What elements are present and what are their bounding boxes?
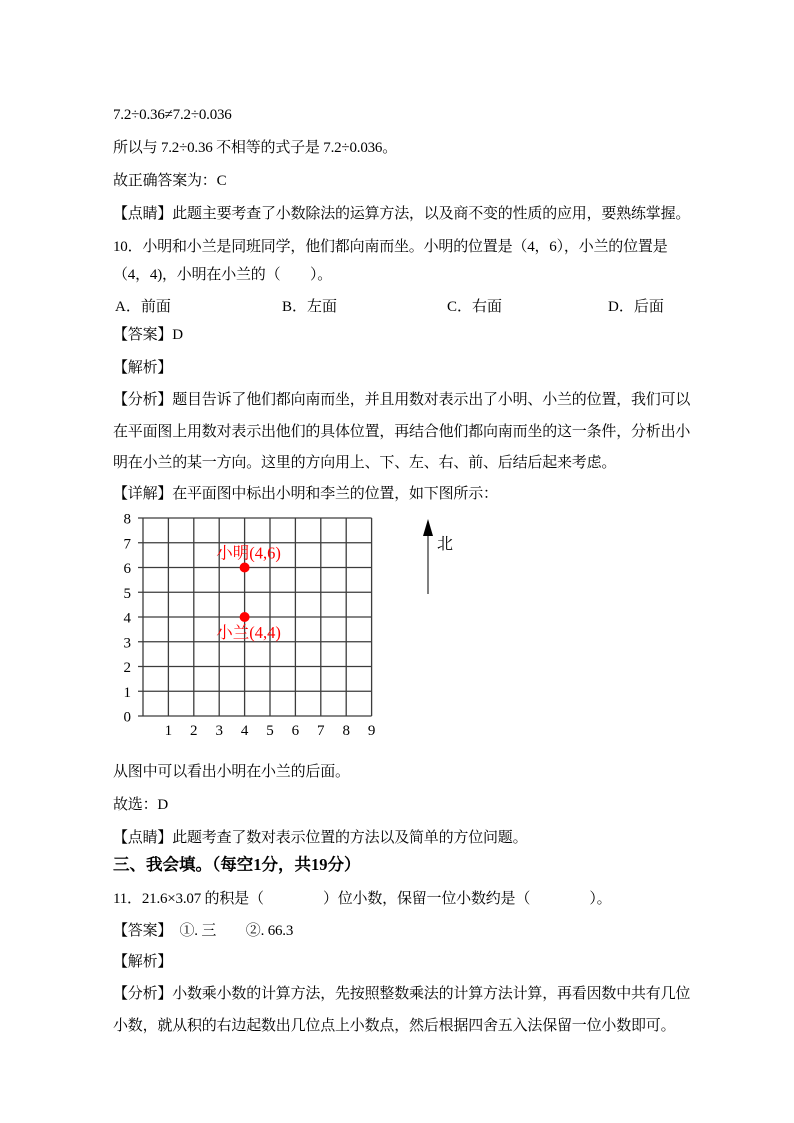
y-tick-label: 1 [123, 684, 131, 701]
q10-option-b: B．左面 [282, 299, 338, 315]
q10-option-d: D．后面 [608, 299, 664, 315]
x-tick-label: 6 [291, 723, 300, 739]
q10-analysis-line3: 明在小兰的某一方向。这里的方向用上、下、左、右、前、后结后起来考虑。 [113, 455, 617, 471]
point-label: 小兰(4,4) [216, 623, 281, 642]
formula-line: 7.2÷0.36≠7.2÷0.036 [113, 107, 232, 123]
y-tick-label: 3 [123, 635, 131, 652]
x-tick-label: 1 [164, 723, 173, 739]
x-tick-label: 7 [317, 723, 325, 739]
coordinate-grid-figure [0, 505, 560, 757]
data-point [240, 563, 250, 573]
x-tick-label: 2 [190, 723, 198, 739]
tip-line-q9: 【点睛】此题主要考查了小数除法的运算方法，以及商不变的性质的应用，要熟练掌握。 [113, 206, 691, 222]
x-tick-label: 8 [342, 723, 350, 739]
x-tick-label: 5 [266, 723, 274, 739]
y-tick-label: 7 [123, 536, 131, 553]
q11-analysis-line2: 小数，就从积的右边起数出几位点上小数点，然后根据四舍五入法保留一位小数即可。 [113, 1018, 676, 1034]
data-point [240, 612, 250, 622]
q10-analysis-header: 【解析】 [113, 360, 173, 376]
north-label: 北 [437, 536, 454, 553]
q11-analysis-line1: 【分析】小数乘小数的计算方法，先按照整数乘法的计算方法计算，再看因数中共有几位 [113, 986, 691, 1002]
x-tick-label: 3 [215, 723, 223, 739]
q10-answer-line: 【答案】D [113, 327, 183, 343]
q11-stem-line: 11．21.6×3.07 的积是（ ）位小数，保留一位小数约是（ ）。 [113, 891, 612, 907]
y-tick-label: 2 [123, 660, 131, 676]
point-label: 小明(4,6) [216, 543, 281, 563]
q10-stem-line1: 10．小明和小兰是同班同学，他们都向南而坐。小明的位置是（4，6），小兰的位置是 [113, 239, 668, 255]
q10-analysis-line2: 在平面图上用数对表示出他们的具体位置，再结合他们都向南而坐的这一条件，分析出小 [113, 424, 691, 440]
verdict-line: 故正确答案为：C [113, 173, 227, 189]
q10-choice-line: 故选：D [113, 797, 169, 813]
y-tick-label: 8 [123, 511, 131, 528]
q10-analysis-line1: 【分析】题目告诉了他们都向南而坐，并且用数对表示出了小明、小兰的位置，我们可以 [113, 392, 691, 408]
section3-heading: 三、我会填。（每空1分，共19分） [113, 855, 361, 874]
q11-answer-line: 【答案】 ①. 三 ②. 66.3 [113, 923, 294, 939]
y-tick-label: 4 [123, 610, 131, 627]
y-tick-label: 0 [123, 709, 131, 726]
north-arrow-icon [423, 519, 433, 536]
x-tick-label: 9 [367, 723, 376, 739]
conclusion-line: 所以与 7.2÷0.36 不相等的式子是 7.2÷0.036。 [113, 140, 398, 156]
q11-analysis-header: 【解析】 [113, 954, 173, 970]
q10-stem-line2: （4，4)，小明在小兰的（ ）。 [113, 267, 333, 283]
y-tick-label: 6 [123, 561, 131, 577]
q10-option-c: C．右面 [447, 299, 503, 315]
q10-detail-line: 【详解】在平面图中标出小明和李兰的位置，如下图所示： [113, 486, 498, 502]
q10-option-a: A．前面 [115, 299, 171, 315]
y-tick-label: 5 [123, 585, 131, 602]
tip-line-q10: 【点睛】此题考查了数对表示位置的方法以及简单的方位问题。 [113, 830, 528, 846]
x-tick-label: 4 [240, 723, 249, 739]
q10-figure-conclusion: 从图中可以看出小明在小兰的后面。 [113, 764, 350, 780]
